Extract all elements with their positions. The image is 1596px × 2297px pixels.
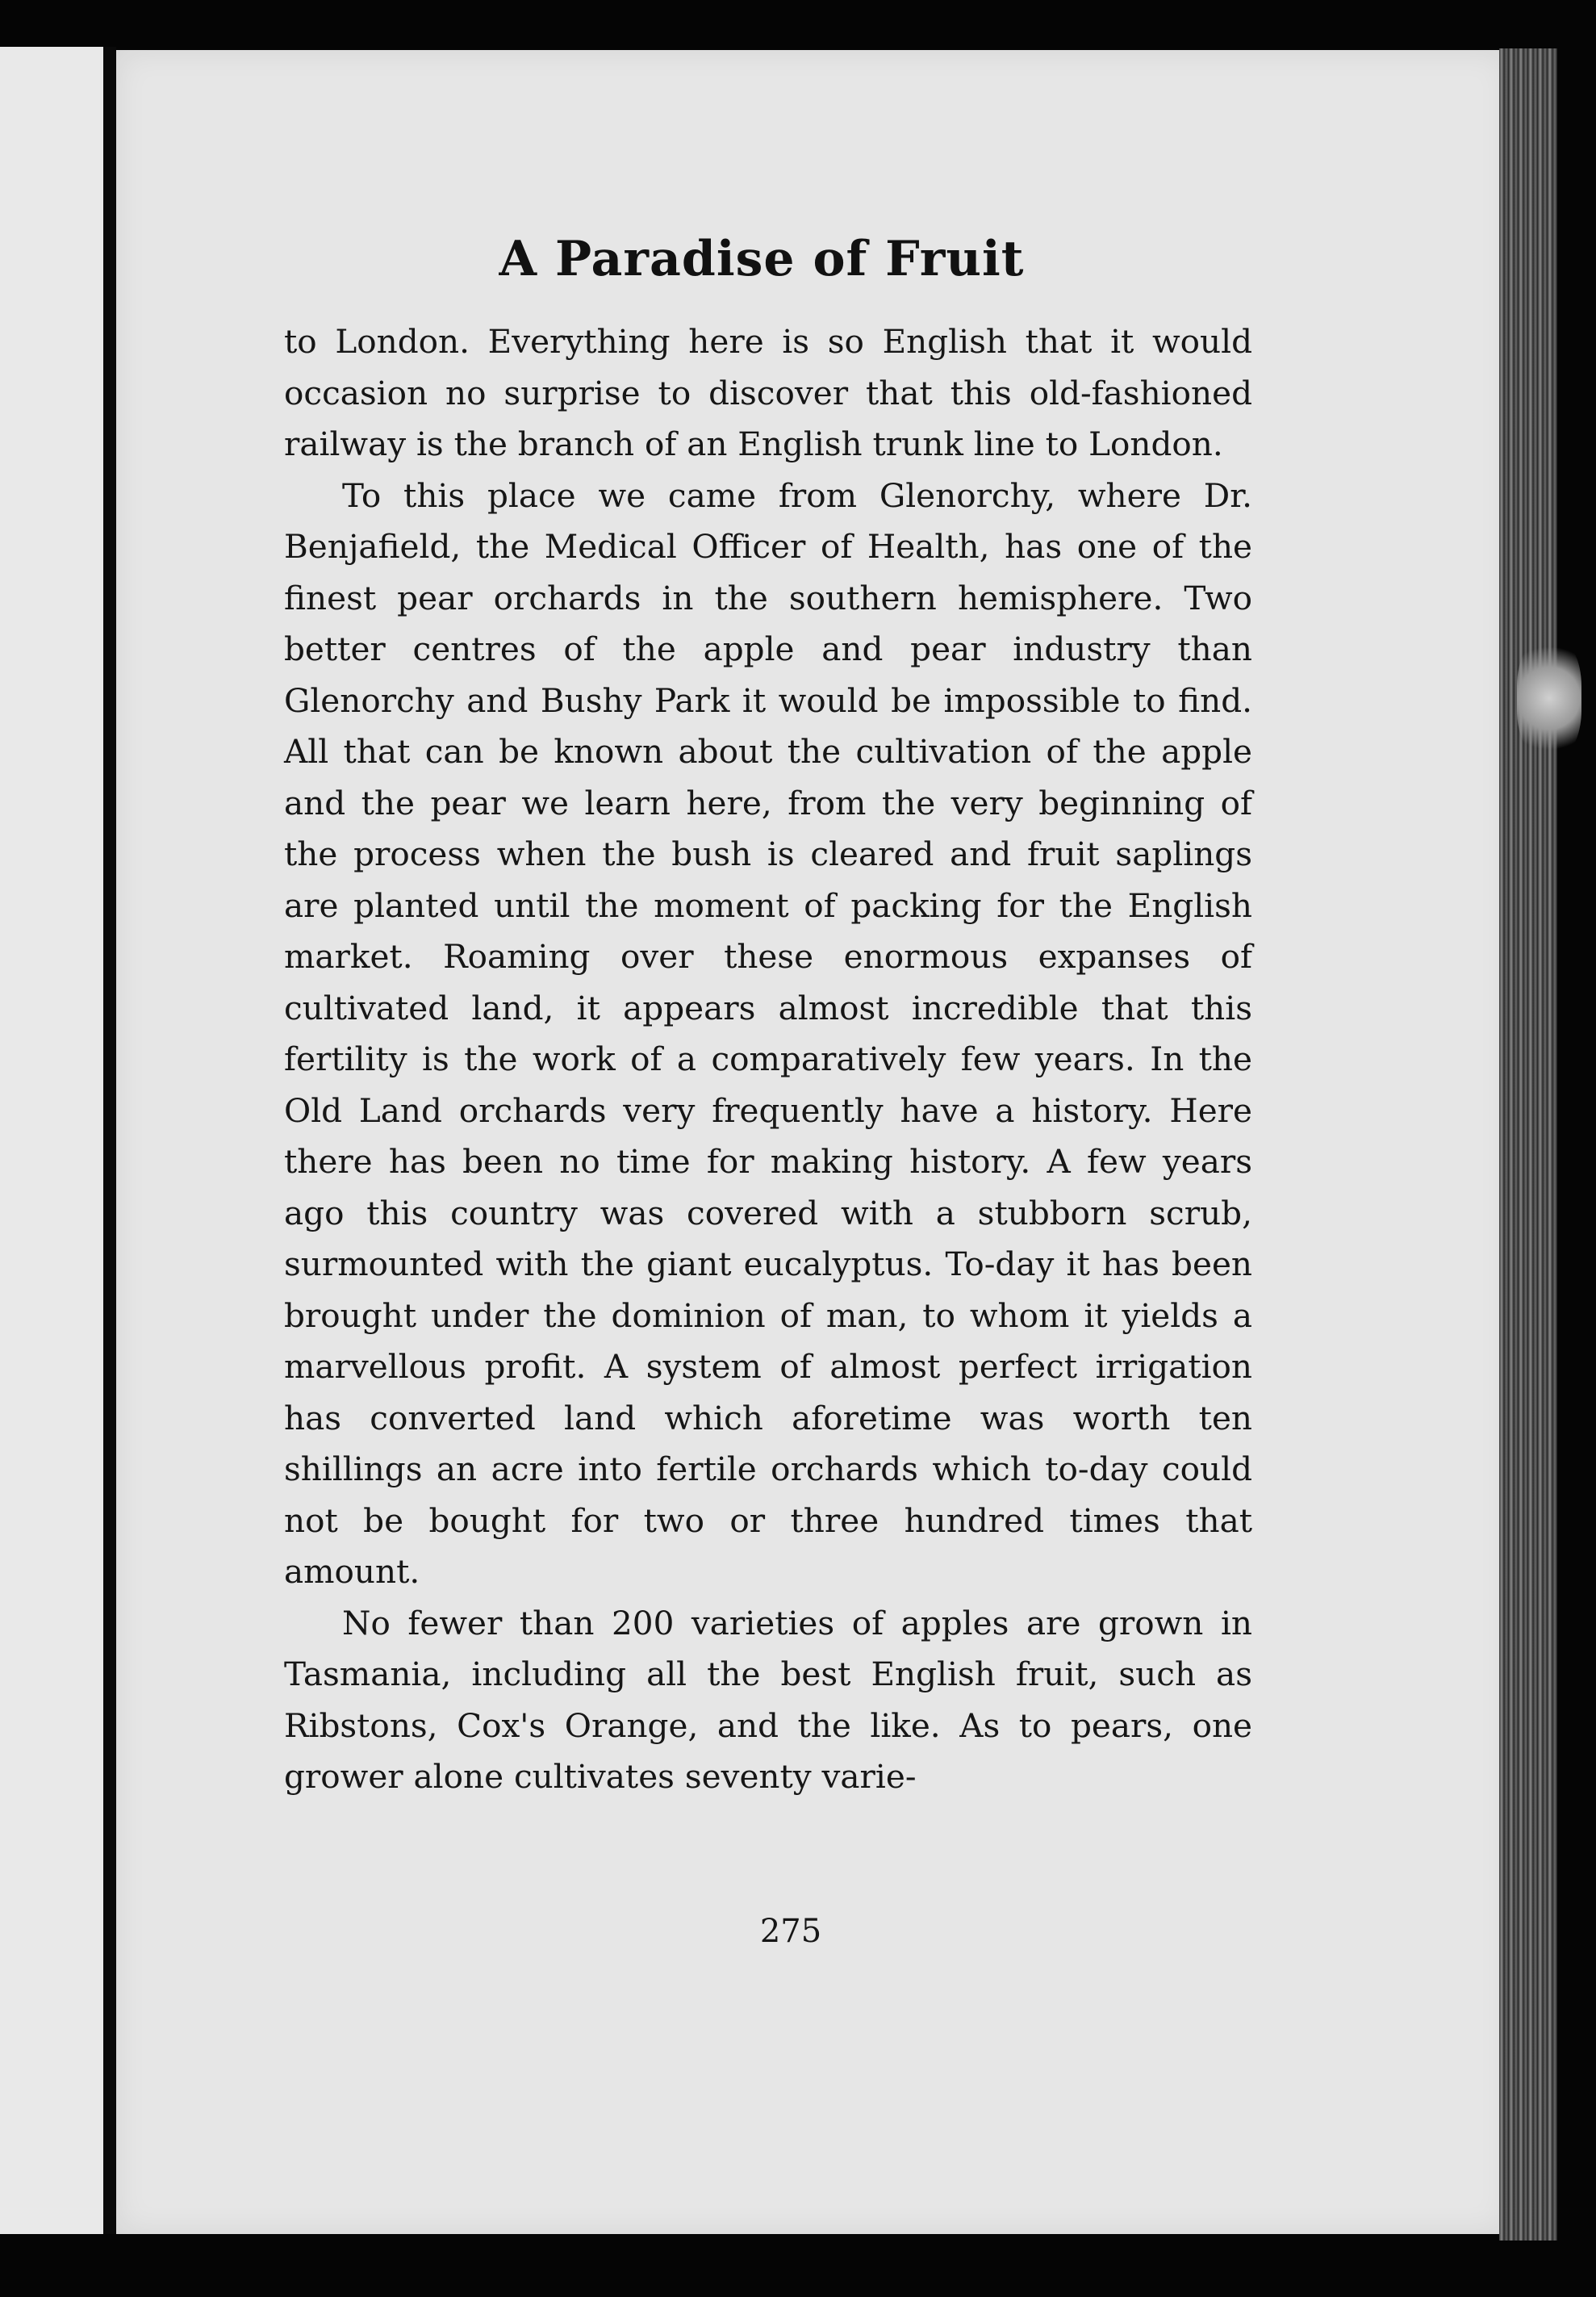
body-text xyxy=(284,316,1252,1803)
page-stack-edge xyxy=(1499,48,1557,2241)
page-damage-spot xyxy=(1517,638,1581,759)
paragraph-2: To this place we came from Glenorchy, where Dr. Benjafield, the Medical Officer of Health, has one of the finest pear orchards in the southern hemisphere. Two better centres of the apple and pear industry than Glenorchy and Bushy Park it would be impossible to find. All that can be known about the cultivation of the apple and the pear we learn here, from the very beginning of the process when the bush is cleared and fruit saplings are planted until the moment of packing for the English market. Roaming over these enormous expanses of cultivated land, it appears almost incredible that this fertility is the work of a comparatively few years. In the Old Land orchards very frequently have a history. Here there has been no time for making history. A few years ago this country was covered with a stubborn scrub, surmounted with the giant eucalyptus. To-day it has been brought under the dominion of man, to whom it yields a marvellous profit. A system of almost perfect irrigation has converted land which aforetime was worth ten shillings an acre into fertile orchards which to-day could not be bought for two or three hundred times that amount. xyxy=(284,475,1252,1591)
page-number: 275 xyxy=(759,1913,822,1950)
paragraph-1: to London. Everything here is so English that it would occasion no surprise to discover that this old-fashioned railway is the branch of an English trunk line to London. xyxy=(284,322,1252,463)
running-head: A Paradise of Fruit xyxy=(499,231,1025,287)
paragraph-3: No fewer than 200 varieties of apples are grown in Tasmania, including all the best English fruit, such as Ribstons, Cox's Orange, and the like. As to pears, one grower alone cultivates seventy varie- xyxy=(284,1603,1252,1796)
facing-page-sliver xyxy=(0,47,103,2234)
gutter-shadow xyxy=(103,47,116,2234)
